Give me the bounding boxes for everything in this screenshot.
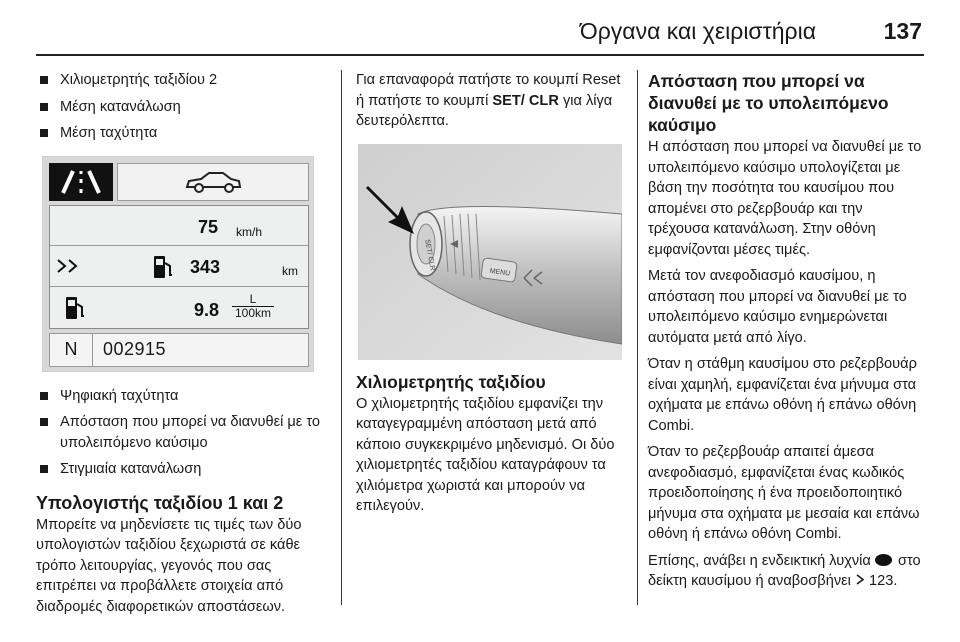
header-rule bbox=[36, 54, 924, 56]
fuel-warning-lamp-icon bbox=[875, 554, 892, 566]
section-title-trip-computer: Υπολογιστής ταξιδίου 1 και 2 bbox=[36, 492, 284, 513]
consumption-value: 9.8 bbox=[194, 299, 220, 320]
page-header bbox=[36, 10, 924, 54]
speed-value: 75 bbox=[198, 216, 219, 237]
section-title-range: Απόσταση που μπορεί να διανυθεί με το υπολειπόμενο καύσιμο bbox=[648, 71, 889, 135]
paragraph: Επίσης, ανάβει η ενδεικτική λυχνία στο δείκτη καυσίμου ή αναβοσβήνει 123. bbox=[648, 551, 926, 592]
menu-marking: MENU bbox=[489, 267, 511, 278]
road-lanes-icon bbox=[49, 163, 113, 201]
fuel-pump-icon bbox=[152, 253, 174, 288]
reset-instructions: Για επαναφορά πατήστε το κουμπί Reset ή πατήστε το κουμπί SET/ CLR για λίγα δευτερόλεπτα. bbox=[356, 72, 621, 129]
section-text-trip-odometer: Ο χιλιομετρητής ταξιδίου εμφανίζει την καταγεγραμμένη απόσταση μετά από κάποιο συγκεκριμένο μηδενισμό. Οι δύο χιλιομετρητές ταξιδίου καταγράφουν τα χιλιόμετρα χωριστά και μπορούν να επιλεγούν. bbox=[356, 395, 615, 514]
list-item: Στιγμιαία κατανάλωση bbox=[36, 459, 328, 480]
page-reference-icon bbox=[855, 571, 865, 592]
trip-computer-display bbox=[49, 205, 309, 329]
column-2 bbox=[356, 70, 624, 523]
paragraph: Όταν το ρεζερβουάρ απαιτεί άμεσα ανεφοδιασμό, εμφανίζεται ένας κωδικός προειδοποίησης ή ένα προειδοποιητικό μήνυμα στα οχήματα με μεσαία και επάνω οθόνη ή επάνω οθόνη Combi. bbox=[648, 444, 920, 542]
speed-unit: km/h bbox=[236, 224, 263, 239]
column-1 bbox=[36, 70, 328, 623]
list-item: Μέση κατανάλωση bbox=[36, 97, 328, 118]
gear-indicator: N bbox=[49, 333, 93, 367]
steering-stalk-figure bbox=[358, 144, 622, 360]
range-unit: km bbox=[282, 263, 298, 278]
chevron-forward-icon bbox=[56, 257, 84, 282]
column-divider-2 bbox=[637, 70, 638, 605]
column-divider-1 bbox=[341, 70, 342, 605]
range-value: 343 bbox=[190, 256, 221, 277]
paragraph: Όταν η στάθμη καυσίμου στο ρεζερβουάρ είναι χαμηλή, εμφανίζεται ένα μήνυμα στα οχήματα με επάνω οθόνη ή επάνω οθόνη Combi. bbox=[648, 356, 917, 434]
list-item: Απόσταση που μπορεί να διανυθεί με το υπολειπόμενο καύσιμο bbox=[36, 412, 328, 453]
list-item: Μέση ταχύτητα bbox=[36, 123, 328, 144]
section-title-trip-odometer: Χιλιομετρητής ταξιδίου bbox=[356, 371, 546, 392]
bullet-list-top bbox=[36, 70, 328, 144]
page-number: 137 bbox=[883, 18, 922, 44]
section-text-trip-computer: Μπορείτε να μηδενίσετε τις τιμές των δύο υπολογιστών ταξιδίου ξεχωριστά σε κάθε τρόπο λειτουργίας, γεγονός που σας επιτρέπει να προβάλλετε στοιχεία από διαδρομές διαφορετικών αποστάσεων. bbox=[36, 516, 302, 615]
header-title: Όργανα και χειριστήρια bbox=[579, 18, 816, 44]
fuel-pump-icon bbox=[64, 294, 86, 329]
set-clr-label: SET/ CLR bbox=[492, 92, 559, 109]
instrument-cluster-figure bbox=[42, 156, 314, 372]
paragraph: Η απόσταση που μπορεί να διανυθεί με το υπολειπόμενο καύσιμο υπολογίζεται με βάση την ποσότητα του καυσίμου που απομένει στο ρεζερβουάρ και την τρέχουσα κατανάλωση. Στην οθόνη εμφανίζονται μέσες τιμές. bbox=[648, 139, 922, 258]
column-3 bbox=[648, 70, 926, 598]
odometer-value: 002915 bbox=[93, 333, 309, 367]
list-item: Ψηφιακή ταχύτητα bbox=[36, 386, 328, 407]
bullet-list-bottom bbox=[36, 386, 328, 480]
consumption-unit: $\frac{L}{100km}$ bbox=[232, 293, 274, 320]
car-icon bbox=[117, 163, 309, 201]
paragraph: Μετά τον ανεφοδιασμό καυσίμου, η απόσταση που μπορεί να διανυθεί με το υπολειπόμενο καύσιμο ενημερώνεται αυτόματα μετά από λίγο. bbox=[648, 268, 907, 346]
set-clr-marking: SET/ CLR bbox=[423, 238, 436, 271]
list-item: Χιλιομετρητής ταξιδίου 2 bbox=[36, 70, 328, 91]
page-reference-link[interactable]: 123 bbox=[868, 573, 894, 589]
